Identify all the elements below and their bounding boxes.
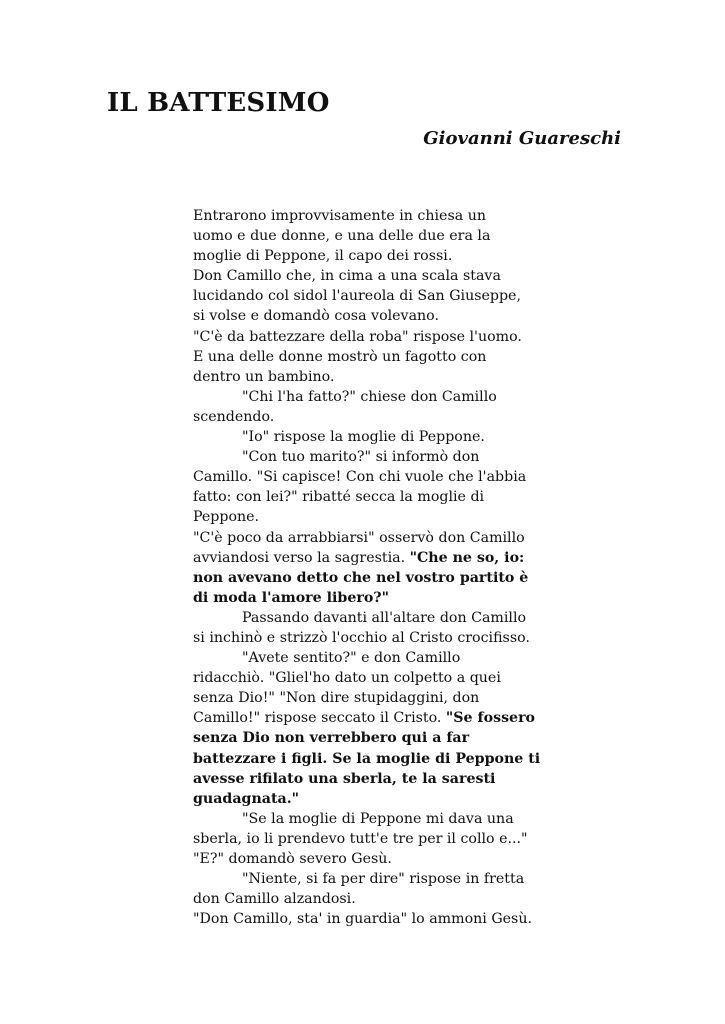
text-segment: "Avete sentito?" e don Camillo — [242, 650, 461, 667]
author-name: Giovanni Guareschi — [423, 128, 621, 149]
text-segment: Camillo. "Si capisce! Con chi vuole che l'abbia — [193, 469, 527, 486]
page-title: IL BATTESIMO — [107, 88, 330, 118]
bold-text-segment: "Che ne so, io: — [409, 549, 525, 566]
text-line — [193, 889, 538, 909]
text-line — [193, 327, 538, 347]
text-line — [193, 226, 538, 246]
text-segment: "Se la moglie di Peppone mi dava una — [242, 810, 514, 827]
text-segment: si inchinò e strizzò l'occhio al Cristo crocifisso. — [193, 629, 530, 646]
text-line — [193, 789, 538, 809]
text-line — [193, 306, 538, 326]
text-line — [193, 427, 538, 447]
text-line — [193, 487, 538, 507]
text-segment: don Camillo alzandosi. — [193, 891, 356, 908]
text-line — [193, 467, 538, 487]
bold-text-segment: guadagnata." — [193, 790, 300, 807]
text-line — [193, 648, 538, 668]
text-line — [193, 588, 538, 608]
bold-text-segment: di moda l'amore libero?" — [193, 589, 389, 606]
text-segment: avviandosi verso la sagrestia. — [193, 549, 410, 566]
text-line — [193, 206, 538, 226]
text-segment: Passando davanti all'altare don Camillo — [242, 609, 527, 626]
text-line — [193, 507, 538, 527]
text-segment: fatto: con lei?" ribatté secca la moglie di — [193, 489, 485, 506]
text-segment: "Con tuo marito?" si informò don — [242, 449, 480, 466]
text-line — [193, 869, 538, 889]
text-line — [193, 548, 538, 568]
text-segment: "C'è da battezzare della roba" rispose l'uomo. — [193, 328, 522, 345]
text-segment: "Chi l'ha fatto?" chiese don Camillo — [242, 388, 497, 405]
text-line — [193, 909, 538, 929]
bold-text-segment: non avevano detto che nel vostro partito è — [193, 569, 529, 586]
text-line — [193, 266, 538, 286]
text-segment: "C'è poco da arrabbiarsi" osservò don Camillo — [193, 529, 525, 546]
text-line — [193, 628, 538, 648]
text-line — [193, 568, 538, 588]
text-line — [193, 668, 538, 688]
text-line — [193, 749, 541, 769]
text-segment: lucidando col sidol l'aureola di San Giuseppe, — [193, 288, 521, 305]
bold-text-segment: battezzare i figli. Se la moglie di Peppone ti — [193, 750, 541, 767]
text-segment: Entrarono improvvisamente in chiesa un — [193, 208, 486, 224]
text-line — [193, 809, 538, 829]
text-line — [193, 407, 538, 427]
text-segment: senza Dio!" "Non dire stupidaggini, don — [193, 690, 480, 707]
text-line — [193, 829, 538, 849]
text-segment: "Io" rispose la moglie di Peppone. — [242, 429, 485, 446]
bold-text-segment: "Se fossero — [445, 710, 536, 727]
text-line — [193, 387, 538, 407]
text-segment: E una delle donne mostrò un fagotto con — [193, 348, 487, 365]
story-body — [193, 206, 541, 929]
text-line — [193, 347, 538, 367]
text-line — [193, 849, 538, 869]
text-line — [193, 708, 538, 728]
text-line — [193, 608, 538, 628]
text-segment: "Niente, si fa per dire" rispose in fretta — [242, 871, 525, 888]
text-line — [193, 769, 538, 789]
text-segment: Camillo!" rispose seccato il Cristo. — [193, 710, 446, 727]
text-line — [193, 728, 538, 748]
text-segment: "Don Camillo, sta' in guardia" lo ammoni Gesù. — [193, 911, 532, 928]
text-line — [193, 688, 538, 708]
text-segment: dentro un bambino. — [193, 368, 335, 385]
text-segment: Peppone. — [193, 509, 260, 526]
bold-text-segment: senza Dio non verrebbero qui a far — [193, 730, 470, 747]
text-segment: Don Camillo che, in cima a una scala stava — [193, 268, 501, 285]
text-line — [193, 246, 538, 266]
text-segment: moglie di Peppone, il capo dei rossi. — [193, 248, 453, 265]
text-segment: sberla, io li prendevo tutt'e tre per il collo e..." — [193, 830, 528, 847]
text-line — [193, 286, 538, 306]
text-segment: ridacchiò. "Gliel'ho dato un colpetto a quei — [193, 670, 501, 687]
text-segment: "E?" domandò severo Gesù. — [193, 851, 392, 867]
text-segment: scendendo. — [193, 408, 275, 425]
text-line — [193, 447, 538, 467]
text-segment: si volse e domandò cosa volevano. — [193, 308, 439, 325]
text-line — [193, 528, 538, 548]
text-line — [193, 367, 538, 387]
text-segment: uomo e due donne, e una delle due era la — [193, 228, 491, 245]
bold-text-segment: avesse rifilato una sberla, te la saresti — [193, 770, 496, 787]
